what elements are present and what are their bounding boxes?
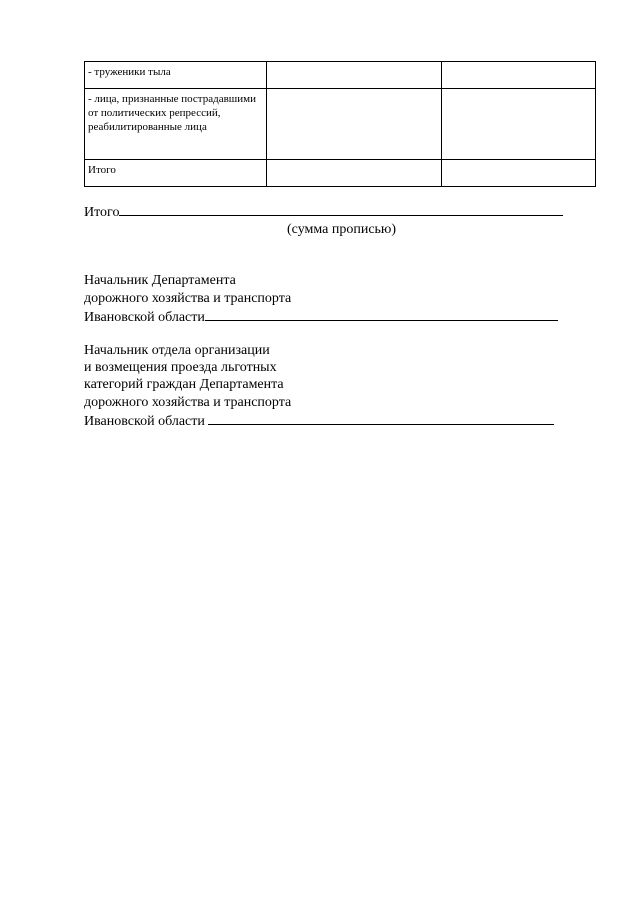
table-cell	[442, 62, 596, 89]
signature2-name-line	[322, 411, 554, 425]
table-row	[85, 160, 596, 187]
table-cell	[442, 89, 596, 160]
table-cell	[267, 62, 442, 89]
table-cell-label: Итого	[85, 160, 267, 187]
total-hint: (сумма прописью)	[287, 222, 397, 237]
total-line	[84, 202, 563, 221]
signature2-line4: дорожного хозяйства и транспорта	[84, 395, 292, 410]
table-row	[85, 89, 596, 160]
table-cell-label: - труженики тыла	[85, 62, 267, 89]
signature1-line2: дорожного хозяйства и транспорта	[84, 291, 292, 306]
table-cell	[267, 89, 442, 160]
table-cell	[267, 160, 442, 187]
signature1-signature-line	[205, 307, 558, 321]
table-cell	[442, 160, 596, 187]
signature1-line3: Ивановской области	[84, 310, 205, 325]
signature1-line1: Начальник Департамента	[84, 273, 236, 288]
total-amount-line	[119, 202, 563, 216]
signature2-line2: и возмещения проезда льготных	[84, 360, 277, 375]
signature2-line1: Начальник отдела организации	[84, 343, 270, 358]
signature2-line3: категорий граждан Департамента	[84, 377, 284, 392]
benefits-table	[84, 61, 596, 187]
signature2-line5-row	[84, 411, 554, 430]
signature1-line3-row	[84, 307, 558, 326]
signature2-line5: Ивановской области	[84, 414, 205, 429]
total-label: Итого	[84, 205, 120, 220]
signature2-signature-line	[208, 411, 322, 425]
table-row	[85, 62, 596, 89]
table-cell-label: - лица, признанные пострадавшими от политических репрессий, реабилитированные лица	[85, 89, 267, 160]
